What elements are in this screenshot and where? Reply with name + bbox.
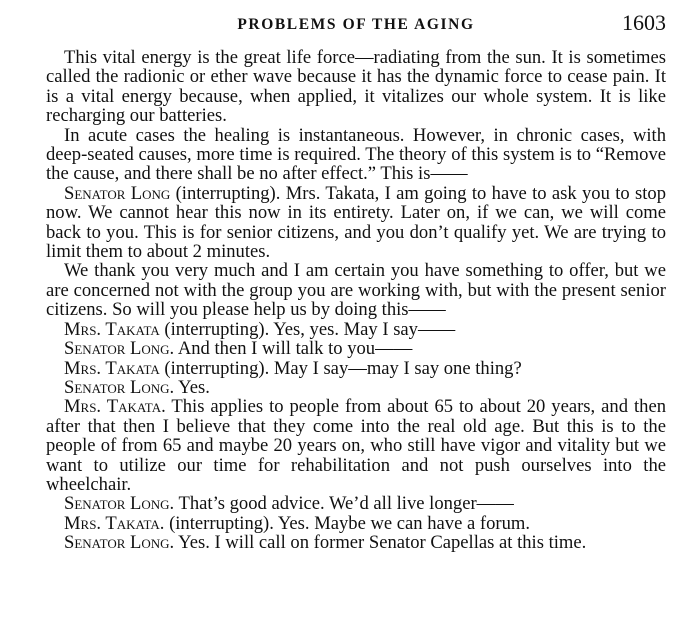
speaker-name: Senator Long. xyxy=(64,532,175,554)
paragraph-text: Yes. I will call on former Senator Capellas at this time. xyxy=(174,532,587,554)
paragraph xyxy=(46,126,666,184)
body-text xyxy=(46,48,666,553)
paragraph xyxy=(46,359,666,378)
paragraph-text: (interrupting). Yes, yes. May I say—— xyxy=(159,318,456,340)
speaker-name: Mrs. Takata xyxy=(64,357,160,379)
speaker-name: Senator Long. xyxy=(64,338,175,360)
page-number: 1603 xyxy=(622,10,666,35)
paragraph xyxy=(46,320,666,339)
paragraph-text: Yes. xyxy=(174,376,210,398)
paragraph xyxy=(46,533,666,552)
running-title: PROBLEMS OF THE AGING xyxy=(237,16,475,33)
speaker-name: Mrs. Takata. xyxy=(64,512,165,534)
paragraph xyxy=(46,514,666,533)
paragraph xyxy=(46,378,666,397)
paragraph-text: In acute cases the healing is instantaneous. However, in chronic cases, with deep-seated causes, more time is required. The theory of this system is to “Remove the cause, and there shall be no after effect.” This is—— xyxy=(46,124,666,185)
paragraph-text: (interrupting). Yes. Maybe we can have a forum. xyxy=(164,512,530,534)
paragraph-text: That’s good advice. We’d all live longer—— xyxy=(174,493,514,515)
paragraph xyxy=(46,339,666,358)
paragraph-text: And then I will talk to you—— xyxy=(174,338,413,360)
paragraph xyxy=(46,261,666,319)
paragraph-text: This applies to people from about 65 to about 20 years, and then after that then I believe that they come into the real old age. But this is to the people of from 65 and maybe 20 years on, who still have vigor and vitality but we want to utilize our time for rehabilitation and not push ourselves into the wheelchair. xyxy=(46,396,666,495)
paragraph xyxy=(46,494,666,513)
paragraph-text: (interrupting). May I say—may I say one thing? xyxy=(159,357,522,379)
paragraph-text: This vital energy is the great life force—radiating from the sun. It is sometimes called the radionic or ether wave because it has the dynamic force to cease pain. It is a vital energy because, when applied, it vitalizes our whole system. It is like recharging our batteries. xyxy=(46,47,666,127)
speaker-name: Mrs. Takata xyxy=(64,318,160,340)
paragraph xyxy=(46,48,666,126)
speaker-name: Senator Long. xyxy=(64,376,175,398)
paragraph-text: We thank you very much and I am certain you have something to offer, but we are concerned not with the group you are working with, but with the present senior citizens. So will you please help us by doing this—— xyxy=(46,260,666,321)
speaker-name: Mrs. Takata. xyxy=(64,396,166,418)
running-head xyxy=(46,10,666,48)
speaker-name: Senator Long xyxy=(64,182,171,204)
speaker-name: Senator Long. xyxy=(64,493,175,515)
paragraph xyxy=(46,184,666,262)
paragraph-text: (interrupting). Mrs. Takata, I am going to have to ask you to stop now. We cannot hear this now in its entirety. Later on, if we can, we will come back to you. This is for senior citizens, and you don’t qualify yet. We are trying to limit them to about 2 minutes. xyxy=(46,182,666,263)
paragraph xyxy=(46,397,666,494)
